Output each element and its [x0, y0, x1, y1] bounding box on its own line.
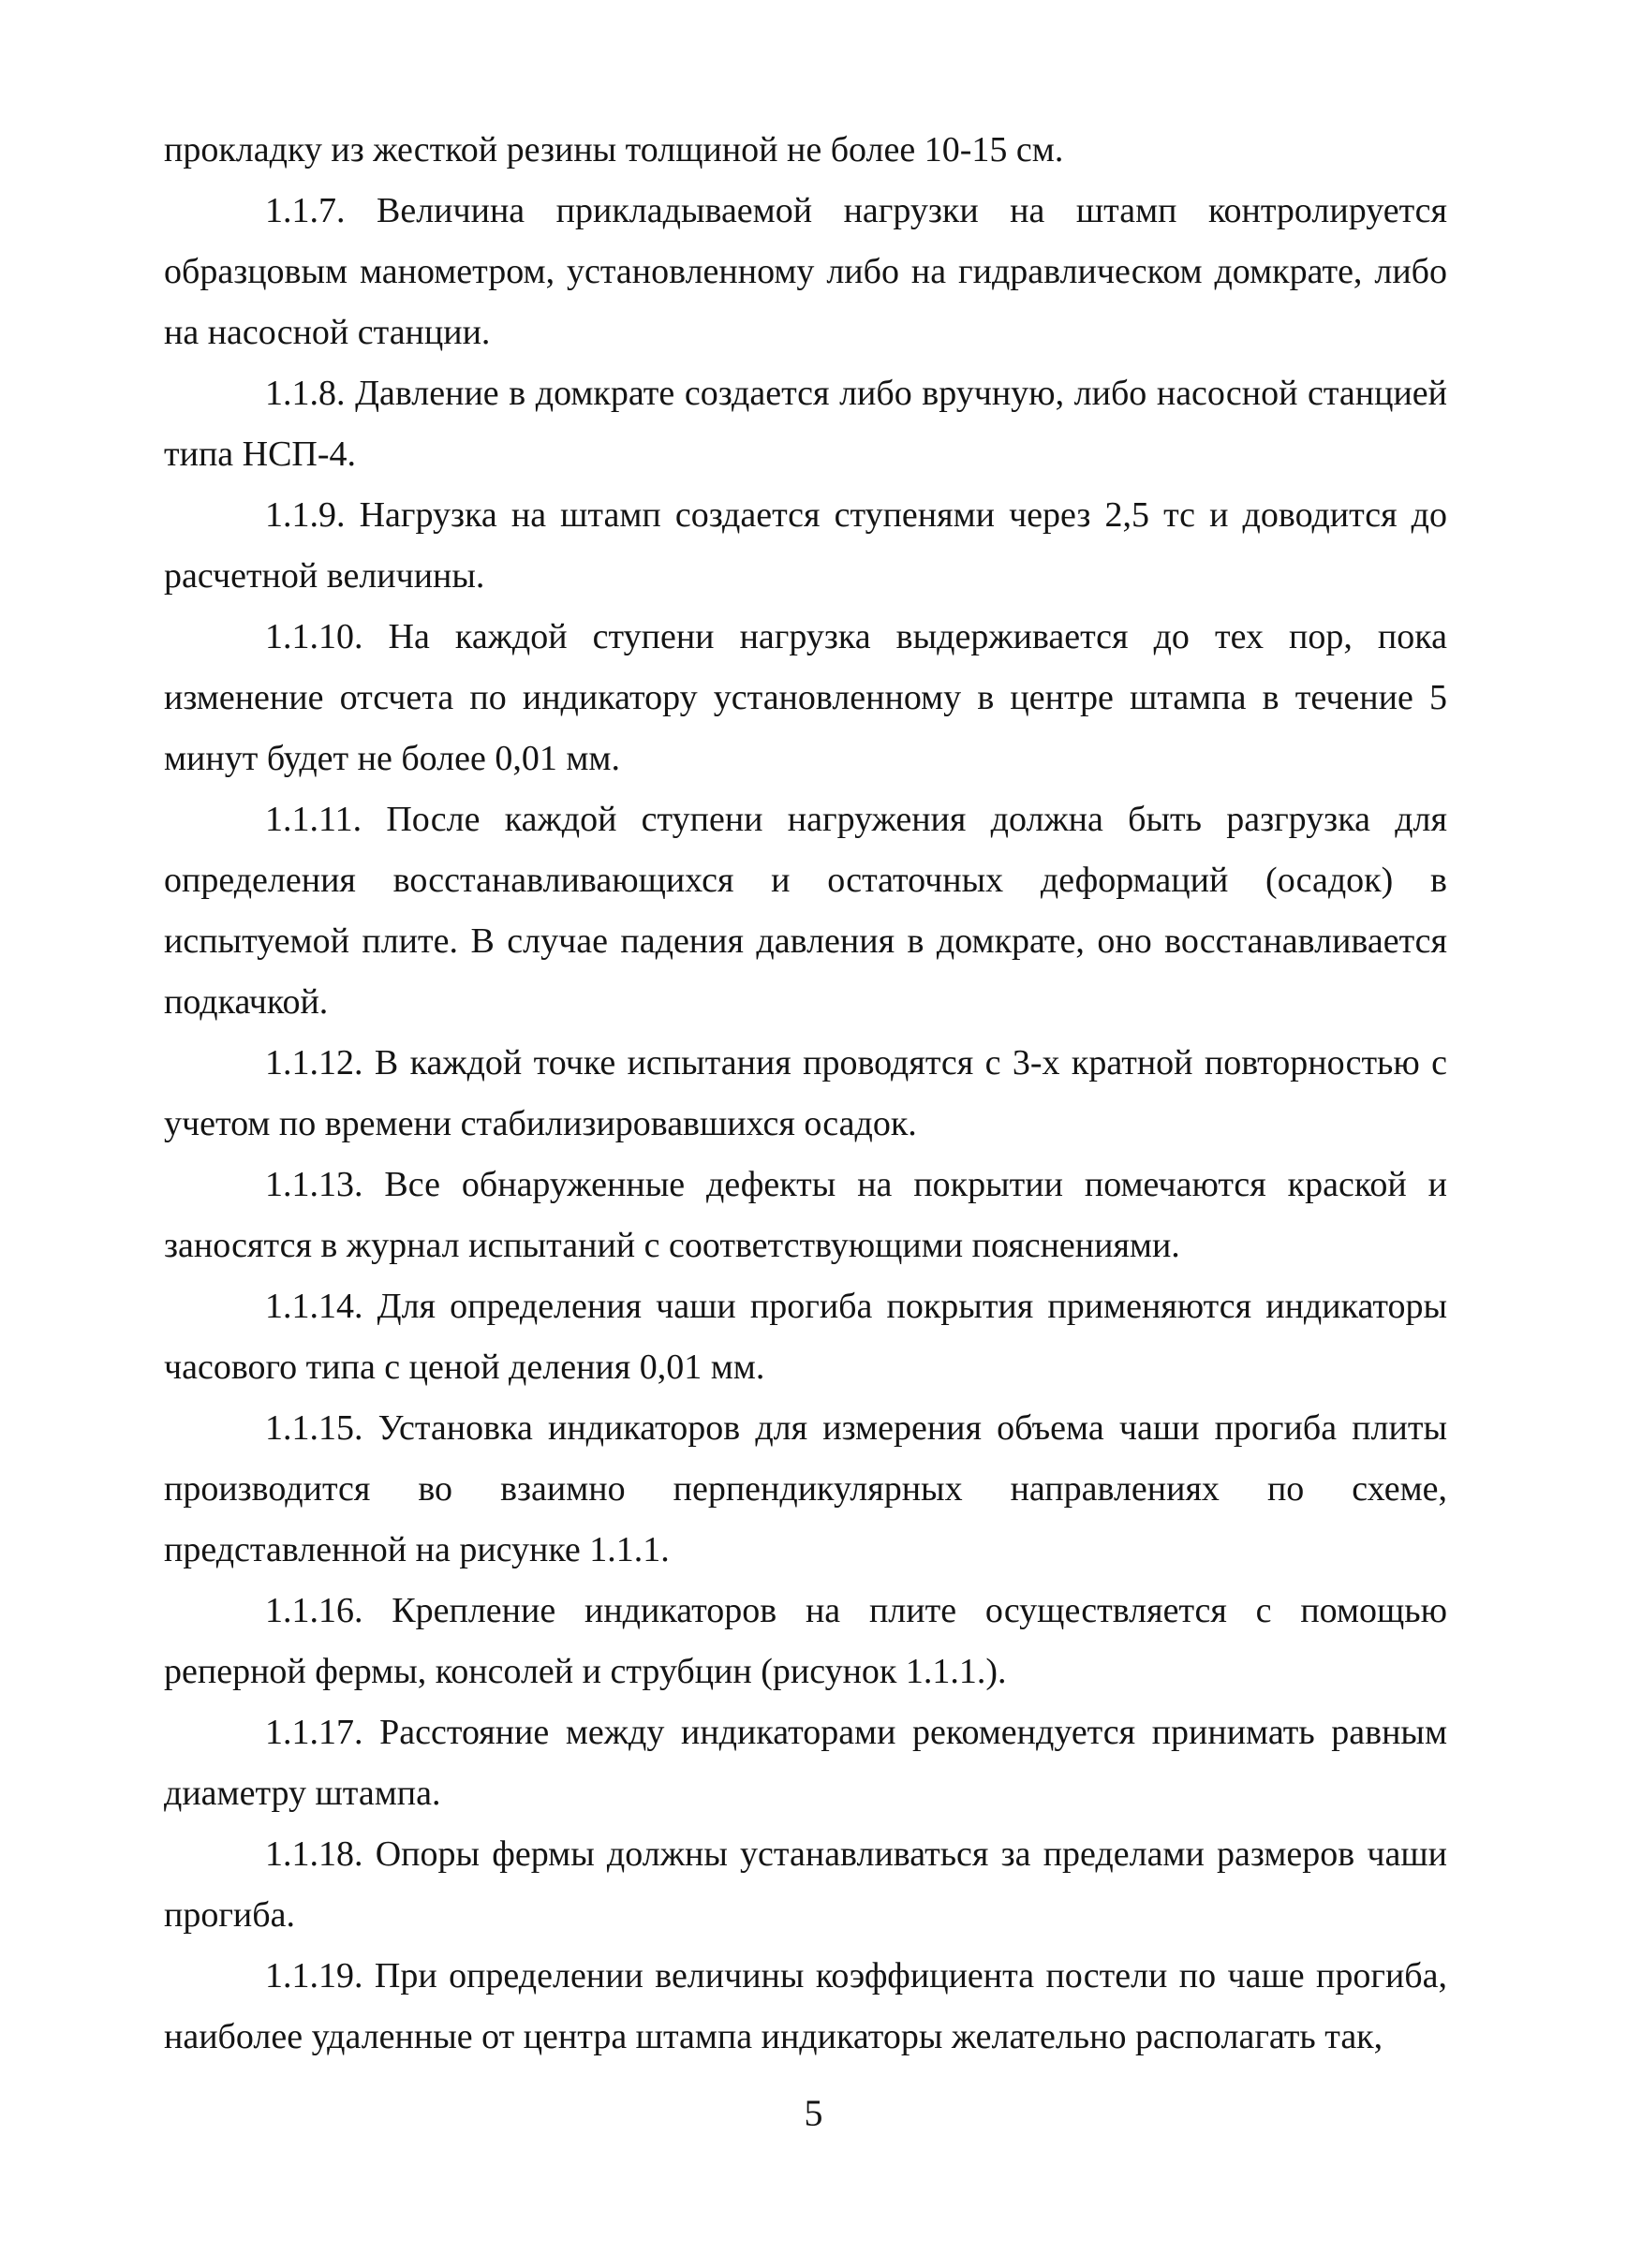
paragraph-1-1-17: 1.1.17. Расстояние между индикаторами рекомендуется принимать равным диаметру штампа.	[164, 1713, 1447, 1813]
paragraph-1-1-9: 1.1.9. Нагрузка на штамп создается ступенями через 2,5 тс и доводится до расчетной величины.	[164, 495, 1447, 596]
paragraph-1-1-10: 1.1.10. На каждой ступени нагрузка выдерживается до тех пор, пока изменение отсчета по индикатору установленному в центре штампа в течение 5 минут будет не более 0,01 мм.	[164, 617, 1447, 778]
paragraph-1-1-11: 1.1.11. После каждой ступени нагружения должна быть разгрузка для определения восстанавливающихся и остаточных деформаций (осадок) в испытуемой плите. В случае падения давления в домкрате, оно восстанавливается подкачкой.	[164, 800, 1447, 1022]
paragraph-continued: прокладку из жесткой резины толщиной не более 10-15 см.	[164, 130, 1064, 169]
paragraph-1-1-15: 1.1.15. Установка индикаторов для измерения объема чаши прогиба плиты производится во взаимно перпендикулярных направлениях по схеме, представленной на рисунке 1.1.1.	[164, 1408, 1447, 1569]
paragraph-1-1-13: 1.1.13. Все обнаруженные дефекты на покрытии помечаются краской и заносятся в журнал испытаний с соответствующими пояснениями.	[164, 1165, 1447, 1265]
paragraph-1-1-7: 1.1.7. Величина прикладываемой нагрузки на штамп контролируется образцовым манометром, установленному либо на гидравлическом домкрате, либо на насосной станции.	[164, 191, 1447, 352]
page-body	[164, 120, 1447, 2068]
paragraph-1-1-8: 1.1.8. Давление в домкрате создается либо вручную, либо насосной станцией типа НСП-4.	[164, 374, 1447, 474]
paragraph-1-1-19: 1.1.19. При определении величины коэффициента постели по чаше прогиба, наиболее удаленные от центра штампа индикаторы желательно располагать так,	[164, 1956, 1447, 2056]
paragraph-1-1-16: 1.1.16. Крепление индикаторов на плите осуществляется с помощью реперной фермы, консолей и струбцин (рисунок 1.1.1.).	[164, 1591, 1447, 1691]
paragraph-1-1-14: 1.1.14. Для определения чаши прогиба покрытия применяются индикаторы часового типа с ценой деления 0,01 мм.	[164, 1287, 1447, 1387]
paragraph-1-1-18: 1.1.18. Опоры фермы должны устанавливаться за пределами размеров чаши прогиба.	[164, 1834, 1447, 1935]
paragraph-1-1-12: 1.1.12. В каждой точке испытания проводятся с 3-х кратной повторностью с учетом по времени стабилизировавшихся осадок.	[164, 1043, 1447, 1143]
page-number: 5	[804, 2092, 823, 2134]
